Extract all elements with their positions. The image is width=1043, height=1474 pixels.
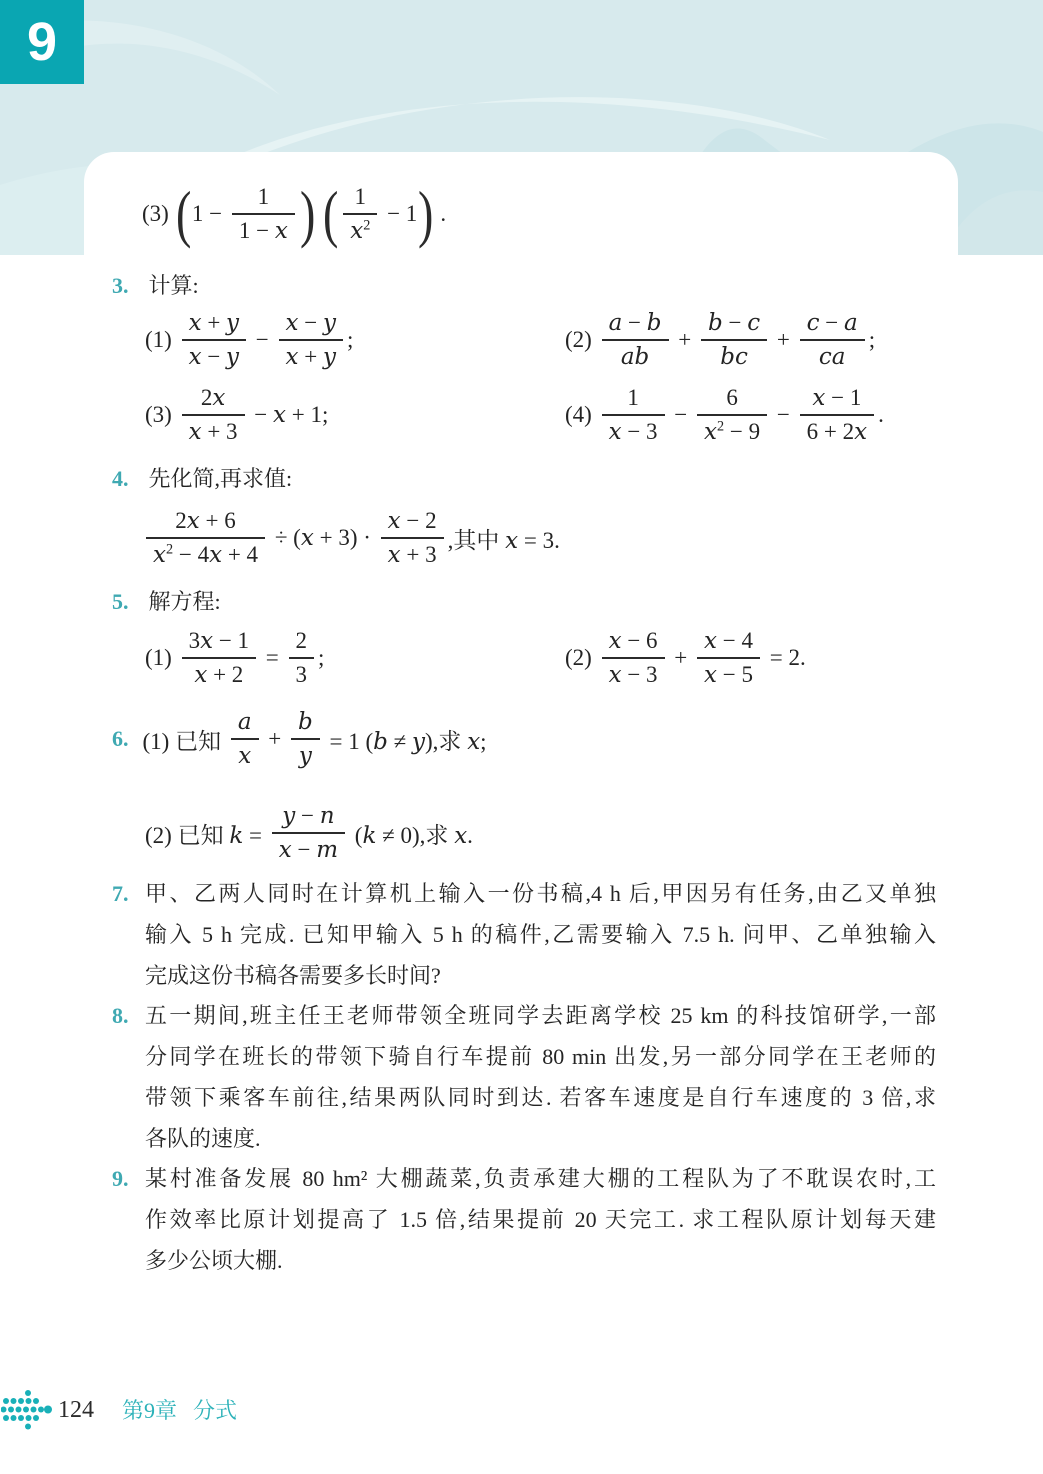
text-line: 完成这份书稿各需要多长时间? bbox=[145, 963, 441, 988]
text-line: 多少公顷大棚. bbox=[145, 1248, 283, 1273]
problem-5-item-2 bbox=[565, 626, 806, 691]
math-run: ; bbox=[868, 327, 876, 353]
fraction-denominator bbox=[343, 215, 377, 246]
fraction-denominator bbox=[146, 539, 265, 570]
footer-section: 分式 bbox=[193, 1398, 238, 1423]
math-run: (2) bbox=[565, 327, 598, 353]
math-run: x + y bbox=[285, 344, 336, 371]
problem-9 bbox=[112, 1158, 936, 1281]
publisher-dots-logo bbox=[1, 1388, 53, 1436]
fraction bbox=[602, 383, 665, 448]
math-run: 2 bbox=[295, 628, 308, 653]
math-run: c − a bbox=[806, 310, 858, 336]
problem-7-text bbox=[145, 873, 936, 996]
fraction-numerator bbox=[381, 506, 444, 539]
fraction bbox=[272, 801, 345, 866]
math-run: (1) bbox=[145, 327, 178, 353]
problem-8-text bbox=[145, 995, 936, 1159]
problem-6-item-1 bbox=[143, 707, 487, 772]
math-run: = 1 (b ≠ y),求 x; bbox=[323, 728, 487, 755]
problem-7 bbox=[112, 873, 936, 996]
big-paren: ( bbox=[322, 178, 339, 250]
math-run: (3) bbox=[142, 201, 175, 227]
math-run: 3x − 1 bbox=[188, 628, 250, 654]
fraction bbox=[232, 182, 295, 247]
text-line: 某村准备发展 80 hm² 大棚蔬菜,负责承建大棚的工程队为了不耽误农时,工 bbox=[145, 1166, 936, 1191]
math-run: + bbox=[262, 726, 288, 752]
math-run: − bbox=[668, 402, 694, 428]
problem-4-title: 先化简,再求值: bbox=[148, 466, 293, 491]
fraction-numerator bbox=[231, 707, 259, 740]
math-run: − bbox=[771, 402, 796, 428]
fraction bbox=[182, 626, 256, 691]
chapter-badge-number: 9 bbox=[26, 12, 58, 72]
math-run: (k ≠ 0),求 x. bbox=[349, 822, 473, 849]
math-run: 1 bbox=[627, 385, 639, 410]
fraction bbox=[800, 383, 874, 448]
math-run: ca bbox=[818, 344, 846, 371]
fraction-denominator bbox=[182, 416, 245, 447]
big-paren: ) bbox=[299, 178, 316, 250]
fraction-denominator bbox=[232, 215, 295, 246]
math-run: x − y bbox=[188, 344, 240, 371]
problem-3-number: 3. bbox=[112, 273, 129, 298]
fraction bbox=[800, 308, 865, 373]
fraction-numerator bbox=[272, 801, 345, 834]
fraction-denominator bbox=[602, 659, 665, 690]
math-run: = 2. bbox=[764, 645, 806, 671]
math-run: x − 6 bbox=[608, 628, 658, 654]
math-run: x + 3 bbox=[188, 419, 238, 446]
problem-6-number: 6. bbox=[112, 726, 129, 752]
fraction-denominator bbox=[381, 539, 444, 570]
math-run: 1 bbox=[257, 184, 270, 209]
fraction-denominator bbox=[697, 416, 767, 447]
math-run: $x^2$ bbox=[350, 217, 371, 245]
problem-9-text bbox=[145, 1158, 936, 1281]
math-run: 1 − x bbox=[238, 218, 288, 245]
math-run: b bbox=[298, 709, 313, 735]
math-run: (1) bbox=[145, 645, 178, 671]
fraction-numerator bbox=[602, 308, 669, 341]
text-line: 分同学在班长的带领下骑自行车提前 80 min 出发,另一部分同学在王老师的 bbox=[145, 1044, 936, 1069]
math-run: (2) bbox=[565, 645, 598, 671]
fraction bbox=[697, 626, 760, 691]
text-line: 甲、乙两人同时在计算机上输入一份书稿,4 h 后,甲因另有任务,由乙又单独 bbox=[145, 881, 936, 906]
text-line: 带领下乘客车前往,结果两队同时到达. 若客车速度是自行车速度的 3 倍,求 bbox=[145, 1085, 936, 1110]
math-run: x − 3 bbox=[608, 662, 658, 689]
math-run: − bbox=[250, 327, 275, 353]
fraction bbox=[602, 308, 669, 373]
fraction bbox=[602, 626, 665, 691]
problem-5-item-1 bbox=[145, 626, 324, 691]
math-run: (4) bbox=[565, 402, 598, 428]
math-run: a − b bbox=[608, 310, 662, 336]
problem-3-heading bbox=[112, 270, 199, 302]
fraction-denominator bbox=[291, 740, 320, 771]
problem-3-item-1 bbox=[145, 308, 353, 373]
math-run: (3) bbox=[145, 402, 178, 428]
math-run: ; bbox=[347, 327, 354, 353]
fraction-denominator bbox=[279, 341, 343, 372]
math-run: ÷ (x + 3) · bbox=[269, 525, 377, 552]
math-run: 1 − bbox=[191, 201, 228, 227]
problem-5-title: 解方程: bbox=[148, 589, 221, 614]
math-run: − 1 bbox=[381, 201, 418, 227]
fraction-numerator bbox=[146, 506, 265, 539]
math-run bbox=[316, 201, 322, 227]
math-run: ; bbox=[318, 645, 325, 671]
fraction-denominator bbox=[602, 416, 665, 447]
formula-item-3-carryover bbox=[142, 178, 447, 250]
math-run: x − 2 bbox=[387, 508, 437, 534]
fraction-denominator bbox=[800, 341, 865, 372]
fraction bbox=[697, 383, 767, 448]
problem-3-title: 计算: bbox=[148, 273, 199, 298]
fraction bbox=[146, 506, 265, 571]
math-run: 2x bbox=[200, 385, 226, 411]
math-run: y − n bbox=[282, 803, 335, 829]
text-line: 输入 5 h 完成. 已知甲输入 5 h 的稿件,乙需要输入 7.5 h. 问甲、乙单独输入 bbox=[145, 922, 936, 947]
chapter-badge bbox=[0, 0, 84, 84]
fraction-denominator bbox=[697, 659, 760, 690]
math-run: y bbox=[298, 743, 312, 770]
problem-6-row-1 bbox=[112, 707, 487, 772]
fraction-denominator bbox=[289, 659, 315, 690]
math-run: x − 3 bbox=[608, 419, 658, 446]
fraction-numerator bbox=[279, 308, 343, 341]
math-run: ab bbox=[620, 344, 650, 371]
problem-8 bbox=[112, 995, 936, 1159]
fraction bbox=[381, 506, 444, 571]
math-run: $x^2 - 4x + 4$ bbox=[153, 541, 259, 569]
fraction bbox=[182, 383, 245, 448]
footer-chapter-label bbox=[122, 1398, 237, 1424]
math-run: 3 bbox=[295, 662, 308, 688]
text-line: 作效率比原计划提高了 1.5 倍,结果提前 20 天完工. 求工程队原计划每天建 bbox=[145, 1207, 936, 1232]
math-run: x − y bbox=[285, 310, 336, 336]
math-run: x + y bbox=[188, 310, 240, 336]
fraction-denominator bbox=[272, 834, 345, 865]
problem-3-item-2 bbox=[565, 308, 875, 373]
math-run: − x + 1; bbox=[248, 402, 329, 429]
problem-3-item-3 bbox=[145, 383, 328, 448]
fraction bbox=[231, 707, 259, 772]
fraction-denominator bbox=[182, 341, 246, 372]
fraction bbox=[182, 308, 246, 373]
math-run: . bbox=[878, 402, 884, 428]
fraction-numerator bbox=[800, 383, 874, 416]
math-run: (2) 已知 k = bbox=[145, 822, 268, 849]
fraction-numerator bbox=[232, 182, 295, 215]
math-run: bc bbox=[720, 344, 748, 371]
math-run: a bbox=[237, 709, 252, 735]
fraction-numerator bbox=[701, 308, 767, 341]
fraction bbox=[289, 626, 315, 691]
math-run: ,其中 x = 3. bbox=[447, 527, 560, 554]
fraction-denominator bbox=[701, 341, 767, 372]
problem-5-number: 5. bbox=[112, 589, 129, 614]
problem-5-heading bbox=[112, 586, 221, 618]
math-run: + bbox=[672, 327, 697, 353]
fraction-numerator bbox=[800, 308, 865, 341]
math-run: . bbox=[434, 201, 447, 227]
problem-7-number: 7. bbox=[112, 881, 129, 906]
problem-4-number: 4. bbox=[112, 466, 129, 491]
fraction-denominator bbox=[182, 659, 256, 690]
math-run: x − 1 bbox=[812, 385, 862, 411]
fraction-denominator bbox=[800, 416, 874, 447]
fraction-numerator bbox=[291, 707, 320, 740]
math-run: 6 + 2x bbox=[806, 419, 868, 446]
math-run: = bbox=[260, 645, 285, 671]
fraction-numerator bbox=[697, 626, 760, 659]
math-run: x + 2 bbox=[194, 662, 244, 689]
math-run: 6 bbox=[726, 385, 738, 410]
problem-4-heading bbox=[112, 463, 292, 495]
math-run: b − c bbox=[708, 310, 761, 336]
math-run: + bbox=[771, 327, 796, 353]
fraction-numerator bbox=[602, 383, 665, 416]
problem-6-item-2 bbox=[145, 801, 473, 866]
fraction bbox=[279, 308, 343, 373]
math-run: 2x + 6 bbox=[175, 508, 236, 534]
fraction-denominator bbox=[602, 341, 669, 372]
fraction-numerator bbox=[182, 626, 256, 659]
fraction bbox=[343, 182, 377, 247]
page-number: 124 bbox=[58, 1397, 94, 1423]
problem-9-number: 9. bbox=[112, 1166, 129, 1191]
problem-4-formula bbox=[142, 506, 560, 571]
math-run: x − 5 bbox=[704, 662, 753, 689]
fraction-numerator bbox=[289, 626, 315, 659]
fraction-numerator bbox=[697, 383, 767, 416]
fraction-numerator bbox=[343, 182, 377, 215]
fraction bbox=[291, 707, 320, 772]
math-run: x + 3 bbox=[387, 542, 437, 569]
fraction-numerator bbox=[602, 626, 665, 659]
fraction-denominator bbox=[231, 740, 259, 771]
text-line: 五一期间,班主任王老师带领全班同学去距离学校 25 km 的科技馆研学,一部 bbox=[145, 1003, 936, 1028]
math-run: x − m bbox=[278, 837, 339, 864]
math-run: $x^2 - 9$ bbox=[704, 418, 761, 446]
big-paren: ) bbox=[418, 178, 434, 250]
math-run: + bbox=[668, 645, 694, 671]
fraction bbox=[701, 308, 767, 373]
math-run: (1) 已知 bbox=[142, 728, 227, 754]
math-run: x bbox=[238, 743, 252, 770]
fraction-numerator bbox=[182, 383, 245, 416]
text-line: 各队的速度. bbox=[145, 1126, 261, 1151]
problem-3-item-4 bbox=[565, 383, 884, 448]
footer-chapter: 第9章 bbox=[122, 1398, 178, 1423]
fraction-numerator bbox=[182, 308, 246, 341]
big-paren: ( bbox=[175, 178, 191, 250]
math-run: x − 4 bbox=[704, 628, 753, 654]
math-run: 1 bbox=[354, 184, 367, 209]
problem-8-number: 8. bbox=[112, 1003, 129, 1028]
